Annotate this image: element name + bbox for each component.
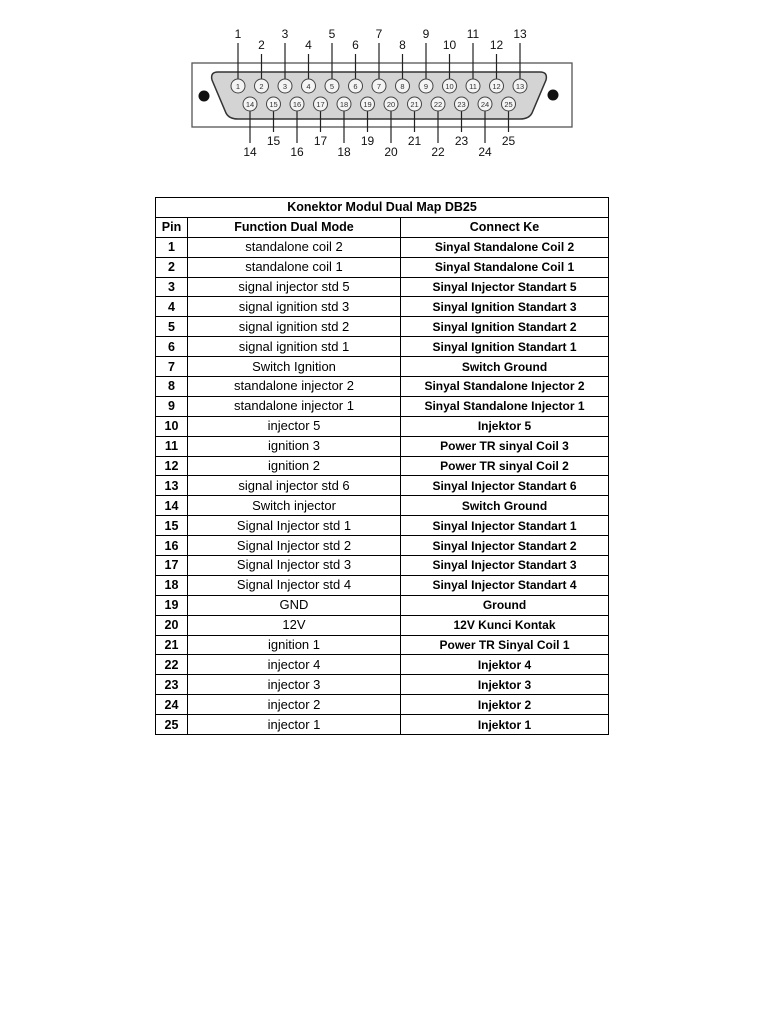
function-cell: Switch Ignition: [188, 357, 401, 377]
connect-cell: Sinyal Standalone Injector 1: [401, 396, 609, 416]
connect-cell: Sinyal Standalone Coil 1: [401, 257, 609, 277]
pin-label: 17: [313, 134, 328, 148]
function-cell: Switch injector: [188, 496, 401, 516]
pin-label: 16: [290, 145, 304, 159]
pin-label: 3: [281, 27, 289, 41]
pin-label: 5: [328, 27, 336, 41]
connect-cell: Injektor 3: [401, 675, 609, 695]
function-cell: standalone injector 2: [188, 377, 401, 397]
pin-cell: 4: [156, 297, 188, 317]
connect-cell: Power TR Sinyal Coil 1: [401, 635, 609, 655]
connect-cell: Sinyal Standalone Coil 2: [401, 237, 609, 257]
connect-cell: Sinyal Injector Standart 3: [401, 556, 609, 576]
connect-cell: Sinyal Injector Standart 1: [401, 516, 609, 536]
pin-label: 6: [352, 38, 359, 52]
function-cell: signal ignition std 2: [188, 317, 401, 337]
connect-cell: Switch Ground: [401, 496, 609, 516]
pin-cell: 3: [156, 277, 188, 297]
pin-label: 4: [305, 38, 312, 52]
connect-cell: Sinyal Standalone Injector 2: [401, 377, 609, 397]
pin-label: 12: [489, 38, 504, 52]
pin-cell: 16: [156, 536, 188, 556]
table-row: [156, 456, 609, 476]
pin-socket-number: 17: [316, 100, 325, 109]
connect-cell: Switch Ground: [401, 357, 609, 377]
pin-socket-number: 19: [363, 100, 372, 109]
table-row: [156, 257, 609, 277]
connect-cell: 12V Kunci Kontak: [401, 615, 609, 635]
connect-cell: Power TR sinyal Coil 2: [401, 456, 609, 476]
pin-socket-number: 5: [329, 82, 335, 91]
pin-label: 15: [266, 134, 281, 148]
pin-cell: 1: [156, 237, 188, 257]
pin-cell: 19: [156, 595, 188, 615]
pin-label: 13: [513, 27, 527, 41]
table-row: [156, 297, 609, 317]
table-row: [156, 675, 609, 695]
table-row: [156, 536, 609, 556]
connect-cell: Sinyal Ignition Standart 1: [401, 337, 609, 357]
pin-label: 20: [384, 145, 398, 159]
function-cell: ignition 2: [188, 456, 401, 476]
connect-cell: Sinyal Ignition Standart 2: [401, 317, 609, 337]
connect-cell: Sinyal Injector Standart 6: [401, 476, 609, 496]
function-cell: signal ignition std 3: [188, 297, 401, 317]
table-row: [156, 556, 609, 576]
pin-socket-number: 22: [433, 100, 443, 109]
table-row: [156, 575, 609, 595]
pin-socket-number: 14: [245, 100, 255, 109]
pin-socket-number: 23: [457, 100, 466, 109]
connect-cell: Sinyal Injector Standart 5: [401, 277, 609, 297]
connect-cell: Injektor 1: [401, 715, 609, 735]
pin-socket-number: 9: [423, 82, 429, 91]
pin-label: 11: [466, 27, 480, 41]
table-row: [156, 357, 609, 377]
connect-cell: Ground: [401, 595, 609, 615]
function-cell: injector 2: [188, 695, 401, 715]
pin-cell: 20: [156, 615, 188, 635]
pin-cell: 2: [156, 257, 188, 277]
pin-socket-number: 8: [400, 82, 405, 91]
pin-socket-number: 13: [515, 82, 525, 91]
connect-cell: Injektor 4: [401, 655, 609, 675]
function-cell: 12V: [188, 615, 401, 635]
db25-connector-diagram: [0, 0, 768, 170]
pin-label: 9: [422, 27, 430, 41]
pin-cell: 9: [156, 396, 188, 416]
table-row: [156, 476, 609, 496]
pin-label: 24: [478, 145, 492, 159]
table-title: Konektor Modul Dual Map DB25: [156, 198, 609, 218]
pin-cell: 18: [156, 575, 188, 595]
table-row: [156, 436, 609, 456]
connect-cell: Injektor 2: [401, 695, 609, 715]
function-cell: standalone coil 2: [188, 237, 401, 257]
pin-socket-number: 21: [410, 100, 419, 109]
pin-cell: 13: [156, 476, 188, 496]
connect-cell: Sinyal Injector Standart 2: [401, 536, 609, 556]
pin-label: 23: [454, 134, 469, 148]
pin-socket-number: 4: [306, 82, 311, 91]
table-row: [156, 317, 609, 337]
function-cell: standalone coil 1: [188, 257, 401, 277]
pin-cell: 12: [156, 456, 188, 476]
pin-cell: 10: [156, 416, 188, 436]
pin-socket-number: 18: [339, 100, 349, 109]
pin-cell: 5: [156, 317, 188, 337]
pin-socket-number: 15: [269, 100, 278, 109]
pin-socket-number: 3: [282, 82, 288, 91]
function-cell: signal injector std 6: [188, 476, 401, 496]
pin-socket-number: 20: [386, 100, 396, 109]
pin-socket-number: 1: [235, 82, 241, 91]
pin-cell: 23: [156, 675, 188, 695]
pin-label: 2: [258, 38, 265, 52]
pin-label: 1: [234, 27, 242, 41]
mounting-hole-left: [199, 91, 210, 102]
table-row: [156, 615, 609, 635]
table-row: [156, 416, 609, 436]
header-connect: Connect Ke: [401, 217, 609, 237]
pin-cell: 17: [156, 556, 188, 576]
connect-cell: Sinyal Injector Standart 4: [401, 575, 609, 595]
table-row: [156, 695, 609, 715]
pinout-table: [155, 197, 609, 735]
pin-cell: 25: [156, 715, 188, 735]
function-cell: ignition 1: [188, 635, 401, 655]
pin-socket-number: 6: [353, 82, 358, 91]
table-row: [156, 635, 609, 655]
table-row: [156, 377, 609, 397]
pin-label: 14: [243, 145, 257, 159]
function-cell: injector 5: [188, 416, 401, 436]
pin-cell: 11: [156, 436, 188, 456]
header-pin: Pin: [156, 217, 188, 237]
pin-cell: 8: [156, 377, 188, 397]
pin-socket-number: 10: [445, 82, 454, 91]
function-cell: Signal Injector std 1: [188, 516, 401, 536]
pin-label: 19: [360, 134, 375, 148]
header-function: Function Dual Mode: [188, 217, 401, 237]
function-cell: Signal Injector std 3: [188, 556, 401, 576]
table-row: [156, 715, 609, 735]
pin-cell: 21: [156, 635, 188, 655]
function-cell: signal injector std 5: [188, 277, 401, 297]
pin-cell: 24: [156, 695, 188, 715]
connect-cell: Sinyal Ignition Standart 3: [401, 297, 609, 317]
table-row: [156, 516, 609, 536]
pin-label: 7: [375, 27, 383, 41]
function-cell: injector 1: [188, 715, 401, 735]
pin-socket-number: 25: [504, 100, 513, 109]
table-row: [156, 277, 609, 297]
pin-cell: 15: [156, 516, 188, 536]
table-row: [156, 655, 609, 675]
pin-socket-number: 2: [259, 82, 264, 91]
table-row: [156, 396, 609, 416]
pin-label: 22: [431, 145, 445, 159]
pin-label: 25: [501, 134, 516, 148]
pin-label: 8: [399, 38, 406, 52]
pin-cell: 6: [156, 337, 188, 357]
table-row: [156, 237, 609, 257]
pin-socket-number: 24: [480, 100, 490, 109]
pin-label: 18: [337, 145, 351, 159]
connect-cell: Injektor 5: [401, 416, 609, 436]
table-row: [156, 337, 609, 357]
function-cell: Signal Injector std 4: [188, 575, 401, 595]
table-row: [156, 595, 609, 615]
pin-label: 21: [407, 134, 422, 148]
pin-socket-number: 11: [469, 82, 477, 91]
pin-cell: 14: [156, 496, 188, 516]
connect-cell: Power TR sinyal Coil 3: [401, 436, 609, 456]
pin-socket-number: 12: [492, 82, 501, 91]
mounting-hole-right: [548, 90, 559, 101]
function-cell: injector 3: [188, 675, 401, 695]
table-body: [156, 237, 609, 734]
function-cell: injector 4: [188, 655, 401, 675]
function-cell: ignition 3: [188, 436, 401, 456]
pin-label: 10: [442, 38, 457, 52]
function-cell: Signal Injector std 2: [188, 536, 401, 556]
function-cell: standalone injector 1: [188, 396, 401, 416]
pin-socket-number: 16: [292, 100, 302, 109]
pin-cell: 7: [156, 357, 188, 377]
pin-socket-number: 7: [376, 82, 382, 91]
function-cell: GND: [188, 595, 401, 615]
table-row: [156, 496, 609, 516]
function-cell: signal ignition std 1: [188, 337, 401, 357]
pin-cell: 22: [156, 655, 188, 675]
